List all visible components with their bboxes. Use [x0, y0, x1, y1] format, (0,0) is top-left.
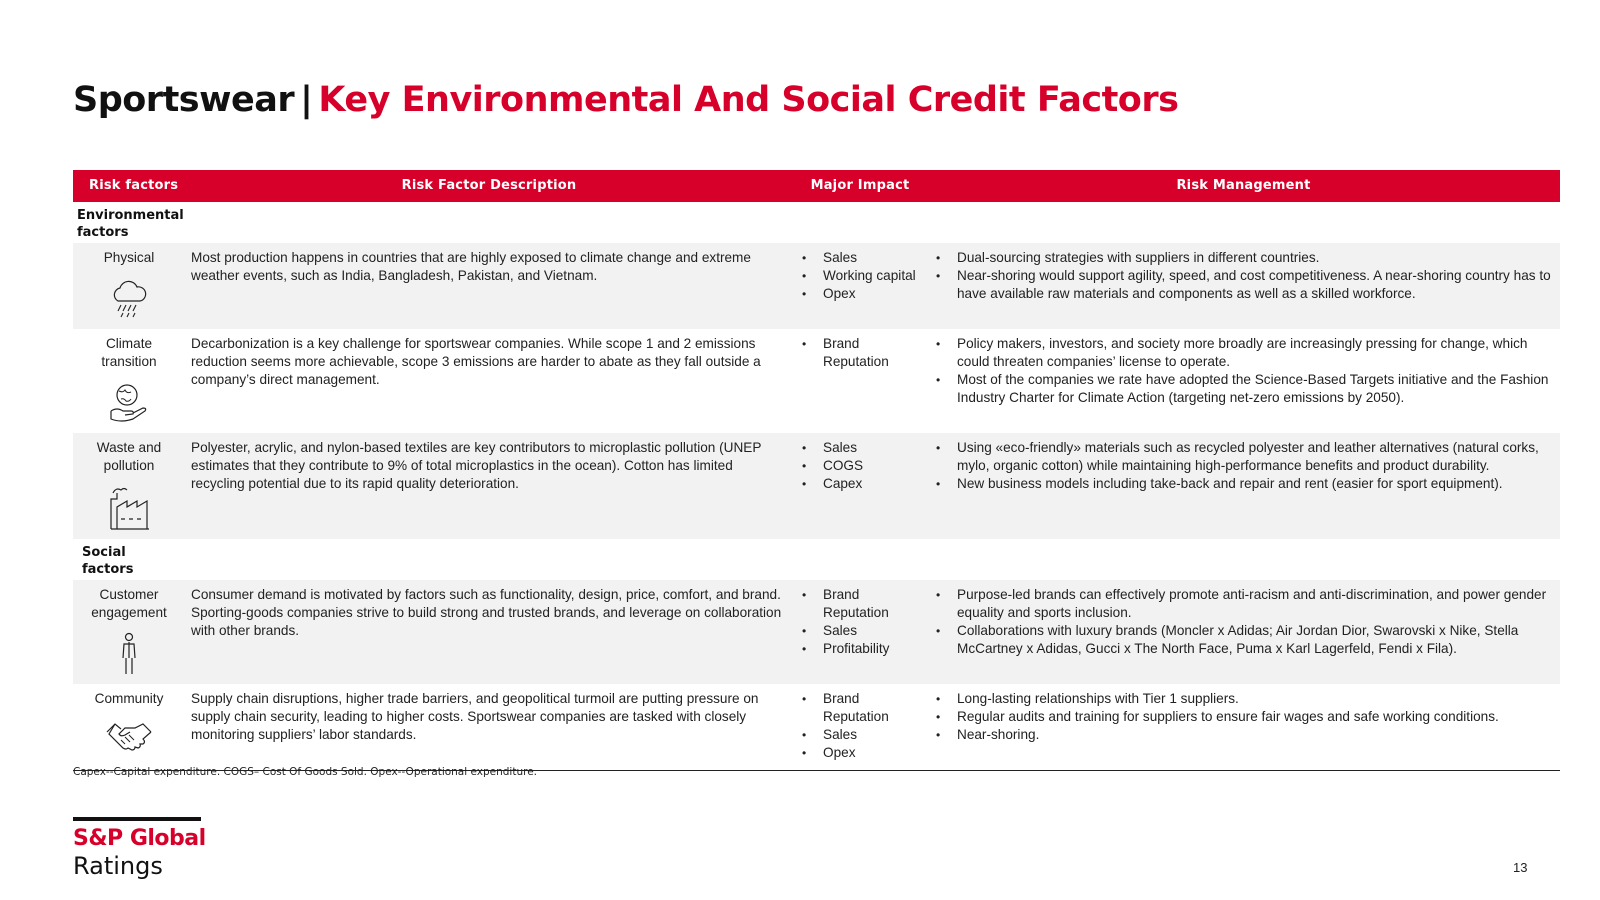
impact-cell — [793, 580, 927, 684]
table-header-row — [73, 170, 1560, 202]
factor-cell — [73, 329, 185, 433]
section-row-environmental — [73, 202, 1560, 243]
impact-cell — [793, 329, 927, 433]
management-item: • Dual-sourcing strategies with suppliers in different countries. — [957, 249, 1554, 267]
header-risk-factors: Risk factors — [73, 170, 185, 202]
management-item: • Long-lasting relationships with Tier 1 suppliers. — [957, 690, 1554, 708]
factor-label: Climate transition — [101, 336, 157, 369]
management-item: • Near-shoring. — [957, 726, 1554, 744]
logo-sub: Ratings — [73, 852, 163, 880]
table-row — [73, 684, 1560, 771]
management-cell — [927, 329, 1560, 433]
footnote: Capex--Capital expenditure. COGS– Cost Of Goods Sold. Opex--Operational expenditure. — [73, 766, 538, 778]
globe-hand-icon — [107, 381, 151, 425]
impact-item: • Sales — [823, 622, 921, 640]
title-lead: Sportswear — [73, 80, 295, 120]
management-cell — [927, 243, 1560, 329]
management-item: • Purpose-led brands can effectively promote anti-racism and anti-discrimination, and power gender equality and sports inclusion. — [957, 586, 1554, 622]
management-cell — [927, 580, 1560, 684]
factor-label: Waste and pollution — [96, 440, 162, 473]
description-cell: Decarbonization is a key challenge for sportswear companies. While scope 1 and 2 emissions reduction seems more achievable, scope 3 emissions are harder to abate as they fall outside a company’s direct management. — [191, 336, 761, 387]
logo-brand: S&P Global — [73, 826, 206, 851]
factor-label: Community — [94, 691, 164, 706]
page-title — [73, 80, 1178, 120]
impact-item: • Brand Reputation — [823, 335, 921, 371]
management-cell — [927, 433, 1560, 539]
table-row — [73, 433, 1560, 539]
factor-cell — [73, 684, 185, 771]
table-row — [73, 243, 1560, 329]
handshake-icon — [105, 718, 153, 754]
section-label-environmental: Environmental factors — [77, 208, 184, 240]
impact-item: • Working capital — [823, 267, 921, 285]
header-description: Risk Factor Description — [185, 170, 793, 202]
table-row — [73, 580, 1560, 684]
section-label-social: Social factors — [82, 545, 134, 577]
factor-label: Customer engagement — [91, 587, 167, 620]
impact-item: • Opex — [823, 285, 921, 303]
factor-cell — [73, 243, 185, 329]
management-item: • Regular audits and training for suppliers to ensure fair wages and safe working conditions. — [957, 708, 1554, 726]
impact-item: • Brand Reputation — [823, 586, 921, 622]
factor-cell — [73, 580, 185, 684]
impact-cell — [793, 433, 927, 539]
title-accent: Key Environmental And Social Credit Factors — [318, 80, 1179, 120]
page-number: 13 — [1513, 860, 1528, 875]
header-risk-management: Risk Management — [927, 170, 1560, 202]
impact-item: • Profitability — [823, 640, 921, 658]
impact-cell — [793, 243, 927, 329]
description-cell: Most production happens in countries that are highly exposed to climate change and extreme weather events, such as India, Bangladesh, Pakistan, and Vietnam. — [185, 243, 793, 329]
factor-cell — [73, 433, 185, 539]
description-cell: Supply chain disruptions, higher trade barriers, and geopolitical turmoil are putting pressure on supply chain security, leading to higher costs. Sportswear companies are tasked with closely monitoring suppliers’ labor standards. — [191, 691, 759, 742]
management-item: • Collaborations with luxury brands (Moncler x Adidas; Air Jordan Dior, Swarovski x Nike, Stella McCartney x Adidas, Gucci x The North Face, Puma x Karl Lagerfeld, Fendi x Fila). — [957, 622, 1554, 658]
impact-item: • Brand Reputation — [823, 690, 921, 726]
impact-cell — [793, 684, 927, 771]
management-item: • New business models including take-back and repair and rent (easier for sport equipment). — [957, 475, 1554, 493]
section-row-social — [73, 539, 1560, 580]
management-item: • Near-shoring would support agility, speed, and cost competitiveness. A near-shoring country has to have available raw materials and components as well as a skilled workforce. — [957, 267, 1554, 303]
impact-item: • COGS — [823, 457, 921, 475]
management-cell — [927, 684, 1560, 771]
factor-label: Physical — [103, 250, 155, 265]
management-item: • Using «eco-friendly» materials such as recycled polyester and leather alternatives (natural corks, mylo, organic cotton) while maintaining high-performance benefits and product durability. — [957, 439, 1554, 475]
management-item: • Policy makers, investors, and society more broadly are increasingly pressing for change, which could threaten companies’ license to operate. — [957, 335, 1554, 371]
risk-factors-table — [73, 170, 1560, 771]
management-item: • Most of the companies we rate have adopted the Science-Based Targets initiative and the Fashion Industry Charter for Climate Action (targeting net-zero emissions by 2050). — [957, 371, 1554, 407]
factory-icon — [107, 485, 151, 531]
impact-item: • Sales — [823, 726, 921, 744]
person-icon — [119, 632, 139, 676]
impact-item: • Sales — [823, 439, 921, 457]
impact-item: • Capex — [823, 475, 921, 493]
impact-item: • Sales — [823, 249, 921, 267]
logo-bar — [73, 817, 201, 821]
title-separator: | — [300, 80, 313, 120]
description-cell: Consumer demand is motivated by factors such as functionality, design, price, comfort, and brand. Sporting-goods companies strive to build strong and trusted brands, and leverage on collaboration with other brands. — [185, 580, 793, 684]
description-cell: Polyester, acrylic, and nylon-based textiles are key contributors to microplastic pollution (UNEP estimates that they contribute to 9% of total microplastics in the ocean). Cotton has limited recycling potential due to its rapid quality deterioration. — [185, 433, 793, 539]
header-major-impact: Major Impact — [793, 170, 927, 202]
cloud-rain-icon — [109, 277, 149, 321]
table-row — [73, 329, 1560, 433]
impact-item: • Opex — [823, 744, 921, 762]
sp-global-ratings-logo — [73, 817, 206, 880]
